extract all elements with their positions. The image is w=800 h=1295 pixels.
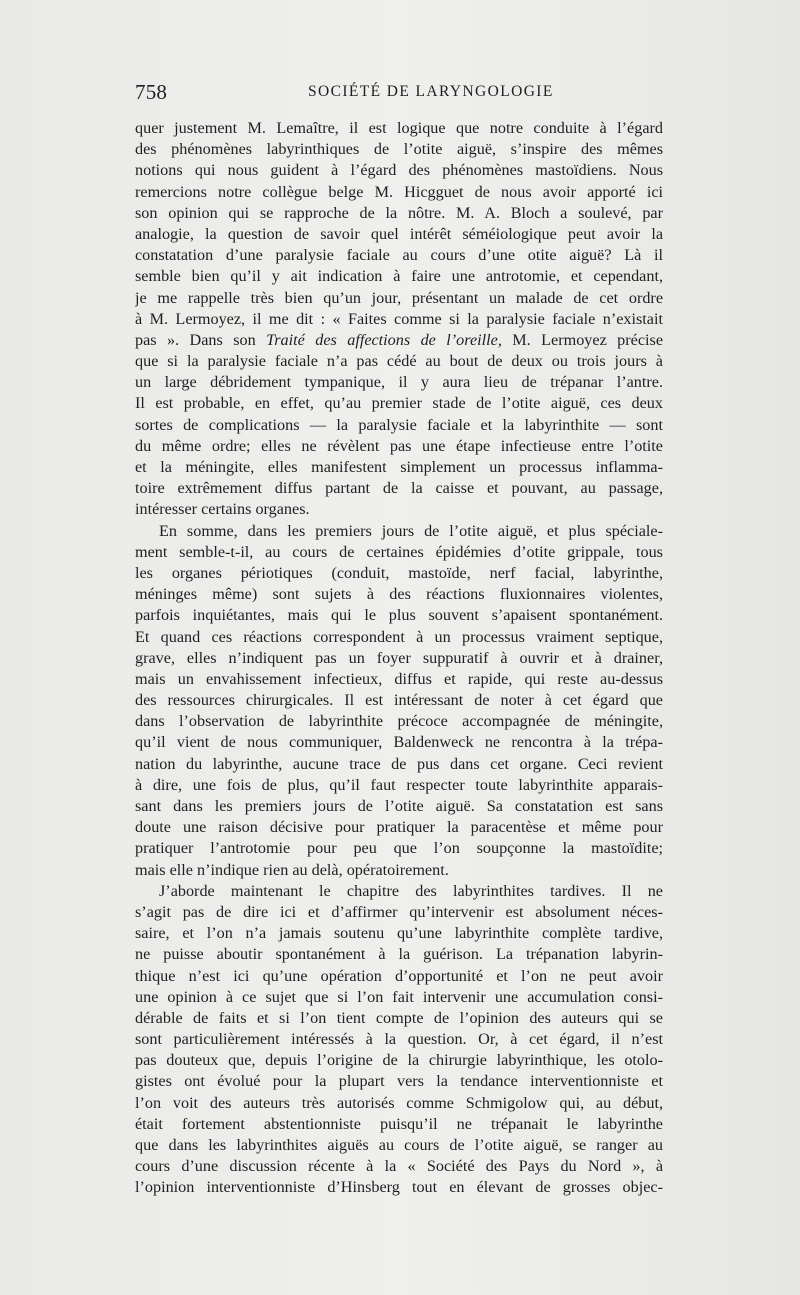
- text-line: Et quand ces réactions correspondent à un processus vraiment septique,: [135, 627, 663, 646]
- page-number: 758: [135, 80, 168, 104]
- text-line: pas douteux que, depuis l’origine de la chirurgie labyrinthique, les otolo-: [135, 1051, 663, 1070]
- text-line: grave, elles n’indiquent pas un foyer suppuratif à ouvrir et à drainer,: [135, 648, 663, 667]
- text-line: les organes périotiques (conduit, mastoïde, nerf facial, labyrinthe,: [135, 563, 663, 582]
- running-head: SOCIÉTÉ DE LARYNGOLOGIE: [308, 83, 554, 100]
- body-text: [135, 118, 663, 1199]
- text-line: notions qui nous guident à l’égard des phénomènes mastoïdiens. Nous: [135, 161, 663, 180]
- text-line: à dire, une fois de plus, qu’il faut respecter toute labyrinthite apparais-: [135, 775, 663, 794]
- text-line: je me rappelle très bien qu’un jour, présentant un malade de cet ordre: [135, 288, 663, 307]
- text-line: et la méningite, elles manifestent simplement un processus inflamma-: [135, 458, 663, 476]
- text-line: constatation d’une paralysie faciale au cours d’une otite aiguë? Là il: [135, 246, 663, 265]
- text-line: doute une raison décisive pour pratiquer la paracentèse et même pour: [135, 818, 663, 837]
- text-line: sant dans les premiers jours de l’otite aiguë. Sa constatation est sans: [135, 797, 663, 815]
- text-line: méninges même) sont sujets à des réactions fluxionnaires violentes,: [135, 585, 663, 604]
- text-line: était fortement abstentionniste puisqu’il ne trépanait le labyrinthe: [135, 1114, 663, 1133]
- text-line: ne puisse aboutir spontanément à la guérison. La trépanation labyrin-: [135, 945, 663, 964]
- text-line: analogie, la question de savoir quel intérêt séméiologique peut avoir la: [135, 224, 663, 243]
- text-line: un large débridement tympanique, il y aura lieu de trépanar l’antre.: [135, 373, 663, 392]
- text-line: son opinion qui se rapproche de la nôtre. M. A. Bloch a soulevé, par: [135, 203, 663, 222]
- text-line: une opinion à ce sujet que si l’on fait intervenir une accumulation consi-: [135, 987, 663, 1006]
- text-line: cours d’une discussion récente à la « Société des Pays du Nord », à: [135, 1157, 663, 1176]
- text-line: semble bien qu’il y ait indication à faire une antrotomie, et cependant,: [135, 267, 663, 286]
- text-line: des ressources chirurgicales. Il est intéressant de noter à cet égard que: [135, 691, 663, 710]
- text-line: s’agit pas de dire ici et d’affirmer qu’intervenir est absolument néces-: [135, 902, 663, 921]
- text-line: toire extrêmement diffus partant de la caisse et pouvant, au passage,: [135, 479, 663, 498]
- text-line: à M. Lermoyez, il me dit : « Faites comme si la paralysie faciale n’existait: [135, 309, 663, 328]
- text-line: l’on voit des auteurs très autorisés comme Schmigolow qui, au début,: [135, 1093, 663, 1112]
- text-line: sortes de complications — la paralysie faciale et la labyrinthite — sont: [135, 415, 663, 434]
- text-line: sont particulièrement intéressés à la question. Or, à cet égard, il n’est: [135, 1030, 663, 1049]
- text-line: quer justement M. Lemaître, il est logique que notre conduite à l’égard: [135, 119, 663, 137]
- text-line: du même ordre; elles ne révèlent pas une étape infectieuse entre l’otite: [135, 436, 663, 455]
- text-line: gistes ont évolué pour la plupart vers la tendance interventionniste et: [135, 1072, 663, 1091]
- text-line: que dans les labyrinthites aiguës au cours de l’otite aiguë, se ranger au: [135, 1136, 663, 1154]
- text-line: En somme, dans les premiers jours de l’otite aiguë, et plus spéciale-: [159, 521, 663, 540]
- text-line: nation du labyrinthe, aucune trace de pus dans cet organe. Ceci revient: [135, 754, 663, 773]
- text-line: ment semble-t-il, au cours de certaines épidémies d’otite grippale, tous: [135, 542, 663, 561]
- text-line: que si la paralysie faciale n’a pas cédé au bout de deux ou trois jours à: [135, 352, 663, 371]
- text-line: mais elle n’indique rien au delà, opératoirement.: [135, 860, 449, 879]
- text-line: parfois inquiétantes, mais qui le plus souvent s’apaisent spontanément.: [135, 606, 663, 625]
- text-line: Il est probable, en effet, qu’au premier stade de l’otite aiguë, ces deux: [135, 394, 663, 413]
- text-line: des phénomènes labyrinthiques de l’otite aiguë, s’inspire des mêmes: [135, 140, 663, 159]
- text-line: J’aborde maintenant le chapitre des labyrinthites tardives. Il ne: [159, 881, 663, 900]
- text-line: pratiquer l’antrotomie pour peu que l’on soupçonne la mastoïdite;: [135, 839, 663, 858]
- text-line: qu’il vient de nous communiquer, Baldenweck ne rencontra à la trépa-: [135, 733, 663, 752]
- text-line: remercions notre collègue belge M. Hicgguet de nous avoir apporté ici: [135, 182, 663, 201]
- text-line: pas ». Dans son Traité des affections de l’oreille, M. Lermoyez précise: [135, 330, 663, 349]
- text-line: mais un envahissement infectieux, diffus et rapide, qui reste au-dessus: [135, 669, 663, 688]
- page-header: [135, 80, 663, 104]
- text-line: thique n’est ici qu’une opération d’opportunité et l’on ne peut avoir: [135, 966, 663, 985]
- text-line: intéresser certains organes.: [135, 500, 310, 519]
- text-line: dérable de faits et si l’on tient compte de l’opinion des auteurs qui se: [135, 1008, 663, 1027]
- text-line: saire, et l’on n’a jamais soutenu qu’une labyrinthite complète tardive,: [135, 924, 663, 943]
- text-line: l’opinion interventionniste d’Hinsberg tout en élevant de grosses objec-: [135, 1178, 663, 1197]
- text-line: dans l’observation de labyrinthite précoce accompagnée de méningite,: [135, 712, 663, 731]
